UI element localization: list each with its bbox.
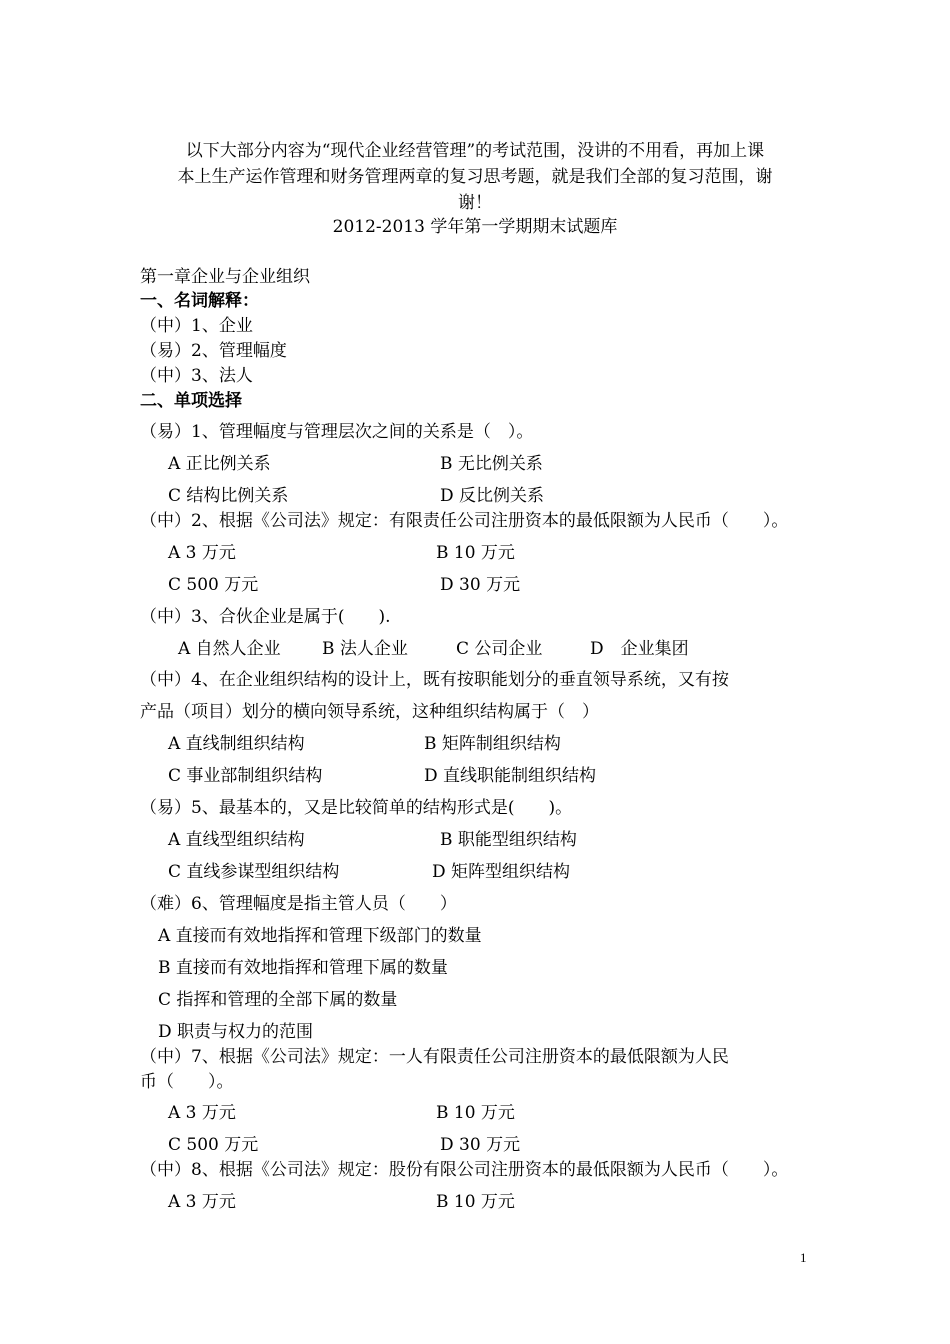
option: D 30 万元	[440, 575, 521, 595]
page-number: 1	[800, 1250, 807, 1265]
option: A 3 万元	[168, 1192, 236, 1212]
option: A 3 万元	[168, 1103, 236, 1123]
chapter-title: 第一章企业与企业组织	[140, 267, 310, 287]
option: B 法人企业	[322, 639, 408, 659]
option: A 正比例关系	[168, 454, 271, 474]
question-stem: （难）6、管理幅度是指主管人员（ ）	[140, 894, 457, 914]
option: B 无比例关系	[440, 454, 543, 474]
option: A 直接而有效地指挥和管理下级部门的数量	[158, 926, 482, 946]
option: D 企业集团	[590, 639, 689, 659]
question-stem: （易）1、管理幅度与管理层次之间的关系是（ ）。	[140, 422, 534, 442]
intro-line: 本上生产运作管理和财务管理两章的复习思考题，就是我们全部的复习范围，谢	[177, 167, 773, 187]
section-heading: 一、名词解释：	[140, 291, 259, 311]
option: C 指挥和管理的全部下属的数量	[158, 990, 398, 1010]
term-item: （易）2、管理幅度	[140, 341, 287, 361]
option: C 结构比例关系	[168, 486, 289, 506]
option: C 公司企业	[456, 639, 543, 659]
section-heading: 二、单项选择	[140, 391, 242, 411]
page-title: 2012-2013 学年第一学期期末试题库	[332, 217, 618, 237]
term-item: （中）3、法人	[140, 366, 253, 386]
option: D 直线职能制组织结构	[424, 766, 597, 786]
term-item: （中）1、企业	[140, 316, 253, 336]
option: C 事业部制组织结构	[168, 766, 323, 786]
option: A 3 万元	[168, 543, 236, 563]
question-stem: （中）3、合伙企业是属于( ).	[140, 607, 391, 627]
option: B 10 万元	[436, 543, 515, 563]
option: C 500 万元	[168, 1135, 259, 1155]
option: D 30 万元	[440, 1135, 521, 1155]
question-stem: （中）8、根据《公司法》规定：股份有限公司注册资本的最低限额为人民币（ ）。	[140, 1160, 789, 1180]
question-stem: （易）5、最基本的，又是比较简单的结构形式是( )。	[140, 798, 573, 818]
option: D 反比例关系	[440, 486, 545, 506]
question-stem: 币（ ）。	[140, 1072, 234, 1092]
option: D 职责与权力的范围	[158, 1022, 314, 1042]
option: C 500 万元	[168, 575, 259, 595]
option: C 直线参谋型组织结构	[168, 862, 340, 882]
option: A 自然人企业	[178, 639, 281, 659]
option: B 职能型组织结构	[440, 830, 577, 850]
option: D 矩阵型组织结构	[432, 862, 571, 882]
option: A 直线制组织结构	[168, 734, 305, 754]
option: B 矩阵制组织结构	[424, 734, 561, 754]
option: B 10 万元	[436, 1192, 515, 1212]
intro-line: 谢！	[458, 193, 492, 213]
option: B 10 万元	[436, 1103, 515, 1123]
intro-line: 以下大部分内容为“现代企业经营管理”的考试范围，没讲的不用看，再加上课	[185, 141, 765, 161]
option: B 直接而有效地指挥和管理下属的数量	[158, 958, 448, 978]
question-stem: 产品（项目）划分的横向领导系统，这种组织结构属于（ ）	[140, 702, 599, 722]
option: A 直线型组织结构	[168, 830, 305, 850]
question-stem: （中）7、根据《公司法》规定：一人有限责任公司注册资本的最低限额为人民	[140, 1047, 729, 1067]
question-stem: （中）4、在企业组织结构的设计上，既有按职能划分的垂直领导系统，又有按	[140, 670, 729, 690]
question-stem: （中）2、根据《公司法》规定：有限责任公司注册资本的最低限额为人民币（ ）。	[140, 511, 789, 531]
